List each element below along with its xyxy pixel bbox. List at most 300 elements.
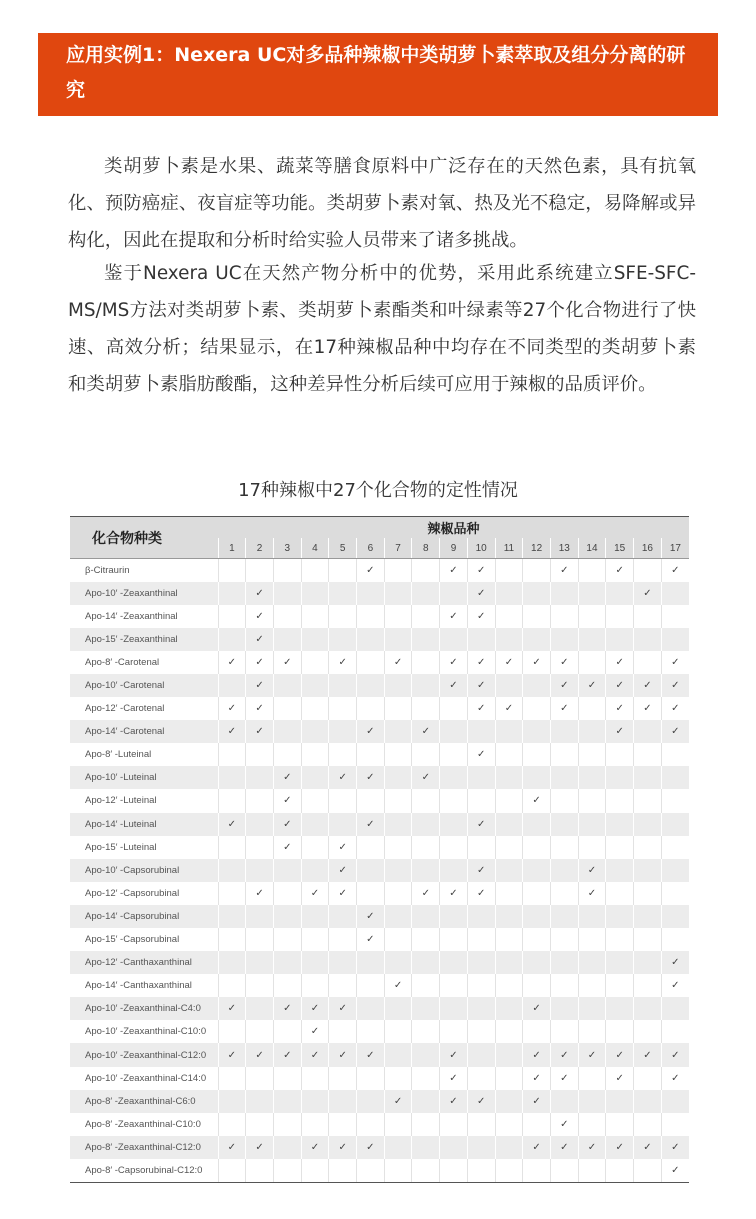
empty-cell bbox=[357, 789, 385, 812]
empty-cell bbox=[246, 1090, 274, 1113]
empty-cell bbox=[634, 997, 662, 1020]
empty-cell bbox=[606, 997, 634, 1020]
empty-cell bbox=[329, 813, 357, 836]
empty-cell bbox=[384, 582, 412, 605]
empty-cell bbox=[301, 859, 329, 882]
check-mark: ✓ bbox=[523, 1067, 551, 1090]
empty-cell bbox=[384, 674, 412, 697]
empty-cell bbox=[218, 836, 246, 859]
empty-cell bbox=[440, 905, 468, 928]
empty-cell bbox=[218, 1159, 246, 1182]
empty-cell bbox=[384, 859, 412, 882]
table-row bbox=[70, 1043, 689, 1066]
check-mark: ✓ bbox=[661, 651, 689, 674]
empty-cell bbox=[273, 582, 301, 605]
empty-cell bbox=[440, 1136, 468, 1159]
empty-cell bbox=[412, 974, 440, 997]
empty-cell bbox=[301, 628, 329, 651]
empty-cell bbox=[301, 674, 329, 697]
variety-number: 6 bbox=[357, 538, 385, 559]
empty-cell bbox=[329, 720, 357, 743]
empty-cell bbox=[661, 628, 689, 651]
compound-name: Apo-8′ -Luteinal bbox=[70, 743, 218, 766]
empty-cell bbox=[550, 882, 578, 905]
compound-name: Apo-12′ -Canthaxanthinal bbox=[70, 951, 218, 974]
empty-cell bbox=[246, 743, 274, 766]
check-mark: ✓ bbox=[495, 697, 523, 720]
empty-cell bbox=[550, 905, 578, 928]
empty-cell bbox=[329, 974, 357, 997]
empty-cell bbox=[467, 1043, 495, 1066]
empty-cell bbox=[412, 859, 440, 882]
check-mark: ✓ bbox=[440, 1043, 468, 1066]
empty-cell bbox=[495, 905, 523, 928]
empty-cell bbox=[218, 1090, 246, 1113]
empty-cell bbox=[578, 1113, 606, 1136]
empty-cell bbox=[218, 951, 246, 974]
table-row bbox=[70, 582, 689, 605]
check-mark: ✓ bbox=[329, 997, 357, 1020]
compound-name: Apo-10′ -Capsorubinal bbox=[70, 859, 218, 882]
check-mark: ✓ bbox=[218, 697, 246, 720]
empty-cell bbox=[357, 651, 385, 674]
empty-cell bbox=[412, 997, 440, 1020]
empty-cell bbox=[301, 720, 329, 743]
table-row bbox=[70, 1090, 689, 1113]
empty-cell bbox=[357, 582, 385, 605]
compound-name: β-Citraurin bbox=[70, 559, 218, 582]
empty-cell bbox=[440, 859, 468, 882]
empty-cell bbox=[578, 651, 606, 674]
empty-cell bbox=[412, 697, 440, 720]
check-mark: ✓ bbox=[661, 974, 689, 997]
empty-cell bbox=[661, 1113, 689, 1136]
empty-cell bbox=[440, 697, 468, 720]
empty-cell bbox=[578, 628, 606, 651]
variety-number: 12 bbox=[523, 538, 551, 559]
check-mark: ✓ bbox=[467, 605, 495, 628]
empty-cell bbox=[301, 1159, 329, 1182]
empty-cell bbox=[412, 1020, 440, 1043]
variety-number: 11 bbox=[495, 538, 523, 559]
empty-cell bbox=[273, 951, 301, 974]
empty-cell bbox=[357, 1113, 385, 1136]
check-mark: ✓ bbox=[329, 836, 357, 859]
empty-cell bbox=[634, 813, 662, 836]
check-mark: ✓ bbox=[550, 1136, 578, 1159]
empty-cell bbox=[634, 928, 662, 951]
empty-cell bbox=[634, 720, 662, 743]
empty-cell bbox=[384, 789, 412, 812]
empty-cell bbox=[578, 605, 606, 628]
empty-cell bbox=[523, 974, 551, 997]
empty-cell bbox=[495, 582, 523, 605]
empty-cell bbox=[384, 720, 412, 743]
empty-cell bbox=[550, 743, 578, 766]
empty-cell bbox=[301, 836, 329, 859]
empty-cell bbox=[218, 1113, 246, 1136]
empty-cell bbox=[273, 1020, 301, 1043]
empty-cell bbox=[606, 1020, 634, 1043]
empty-cell bbox=[357, 997, 385, 1020]
check-mark: ✓ bbox=[661, 1159, 689, 1182]
empty-cell bbox=[412, 836, 440, 859]
variety-number: 2 bbox=[246, 538, 274, 559]
empty-cell bbox=[606, 743, 634, 766]
empty-cell bbox=[301, 743, 329, 766]
empty-cell bbox=[246, 974, 274, 997]
check-mark: ✓ bbox=[218, 720, 246, 743]
empty-cell bbox=[661, 813, 689, 836]
empty-cell bbox=[606, 859, 634, 882]
empty-cell bbox=[578, 1067, 606, 1090]
check-mark: ✓ bbox=[412, 766, 440, 789]
empty-cell bbox=[467, 1020, 495, 1043]
empty-cell bbox=[606, 974, 634, 997]
check-mark: ✓ bbox=[246, 674, 274, 697]
empty-cell bbox=[412, 605, 440, 628]
table-row bbox=[70, 997, 689, 1020]
empty-cell bbox=[218, 559, 246, 582]
variety-number: 5 bbox=[329, 538, 357, 559]
empty-cell bbox=[495, 928, 523, 951]
check-mark: ✓ bbox=[357, 766, 385, 789]
empty-cell bbox=[273, 1113, 301, 1136]
compound-name: Apo-15′ -Zeaxanthinal bbox=[70, 628, 218, 651]
empty-cell bbox=[357, 697, 385, 720]
check-mark: ✓ bbox=[661, 1136, 689, 1159]
check-mark: ✓ bbox=[467, 582, 495, 605]
empty-cell bbox=[412, 651, 440, 674]
empty-cell bbox=[523, 559, 551, 582]
empty-cell bbox=[634, 628, 662, 651]
empty-cell bbox=[357, 674, 385, 697]
empty-cell bbox=[412, 1136, 440, 1159]
empty-cell bbox=[523, 836, 551, 859]
check-mark: ✓ bbox=[661, 951, 689, 974]
check-mark: ✓ bbox=[661, 720, 689, 743]
check-mark: ✓ bbox=[357, 559, 385, 582]
empty-cell bbox=[412, 1113, 440, 1136]
empty-cell bbox=[301, 1113, 329, 1136]
check-mark: ✓ bbox=[301, 1136, 329, 1159]
empty-cell bbox=[384, 559, 412, 582]
empty-cell bbox=[495, 882, 523, 905]
empty-cell bbox=[440, 1159, 468, 1182]
check-mark: ✓ bbox=[606, 559, 634, 582]
variety-number: 4 bbox=[301, 538, 329, 559]
empty-cell bbox=[357, 951, 385, 974]
table-row bbox=[70, 628, 689, 651]
check-mark: ✓ bbox=[578, 882, 606, 905]
table-title: 17种辣椒中27个化合物的定性情况 bbox=[238, 480, 518, 501]
empty-cell bbox=[634, 882, 662, 905]
compound-name: Apo-8′ -Carotenal bbox=[70, 651, 218, 674]
empty-cell bbox=[606, 882, 634, 905]
empty-cell bbox=[218, 766, 246, 789]
empty-cell bbox=[384, 905, 412, 928]
empty-cell bbox=[606, 1090, 634, 1113]
empty-cell bbox=[606, 582, 634, 605]
check-mark: ✓ bbox=[357, 905, 385, 928]
check-mark: ✓ bbox=[384, 651, 412, 674]
empty-cell bbox=[523, 766, 551, 789]
empty-cell bbox=[578, 905, 606, 928]
check-mark: ✓ bbox=[218, 997, 246, 1020]
empty-cell bbox=[273, 1067, 301, 1090]
check-mark: ✓ bbox=[523, 1136, 551, 1159]
empty-cell bbox=[384, 1159, 412, 1182]
empty-cell bbox=[634, 605, 662, 628]
empty-cell bbox=[495, 859, 523, 882]
empty-cell bbox=[606, 605, 634, 628]
empty-cell bbox=[218, 882, 246, 905]
empty-cell bbox=[440, 836, 468, 859]
empty-cell bbox=[384, 951, 412, 974]
empty-cell bbox=[301, 813, 329, 836]
empty-cell bbox=[246, 836, 274, 859]
check-mark: ✓ bbox=[634, 697, 662, 720]
compound-name: Apo-10′ -Zeaxanthinal-C4:0 bbox=[70, 997, 218, 1020]
check-mark: ✓ bbox=[218, 813, 246, 836]
empty-cell bbox=[301, 766, 329, 789]
empty-cell bbox=[218, 789, 246, 812]
empty-cell bbox=[246, 905, 274, 928]
empty-cell bbox=[634, 905, 662, 928]
check-mark: ✓ bbox=[606, 674, 634, 697]
empty-cell bbox=[661, 743, 689, 766]
variety-number: 10 bbox=[467, 538, 495, 559]
empty-cell bbox=[634, 1159, 662, 1182]
empty-cell bbox=[661, 789, 689, 812]
compound-name: Apo-14′ -Carotenal bbox=[70, 720, 218, 743]
empty-cell bbox=[218, 582, 246, 605]
table-row bbox=[70, 882, 689, 905]
empty-cell bbox=[495, 836, 523, 859]
section-title: 应用实例1：Nexera UC对多品种辣椒中类胡萝卜素萃取及组分分离的研究 bbox=[66, 44, 686, 101]
empty-cell bbox=[523, 720, 551, 743]
empty-cell bbox=[550, 974, 578, 997]
empty-cell bbox=[467, 1067, 495, 1090]
empty-cell bbox=[329, 743, 357, 766]
section-title-banner bbox=[38, 33, 718, 116]
compound-name: Apo-10′ -Luteinal bbox=[70, 766, 218, 789]
empty-cell bbox=[246, 813, 274, 836]
empty-cell bbox=[661, 766, 689, 789]
check-mark: ✓ bbox=[440, 605, 468, 628]
empty-cell bbox=[246, 997, 274, 1020]
empty-cell bbox=[440, 1113, 468, 1136]
variety-number: 1 bbox=[218, 538, 246, 559]
compound-name: Apo-14′ -Capsorubinal bbox=[70, 905, 218, 928]
table-row bbox=[70, 905, 689, 928]
empty-cell bbox=[661, 882, 689, 905]
empty-cell bbox=[357, 836, 385, 859]
empty-cell bbox=[440, 928, 468, 951]
compound-name: Apo-10′ -Zeaxanthinal bbox=[70, 582, 218, 605]
check-mark: ✓ bbox=[440, 674, 468, 697]
empty-cell bbox=[661, 605, 689, 628]
empty-cell bbox=[495, 974, 523, 997]
empty-cell bbox=[634, 974, 662, 997]
empty-cell bbox=[550, 720, 578, 743]
check-mark: ✓ bbox=[246, 1136, 274, 1159]
check-mark: ✓ bbox=[440, 1090, 468, 1113]
empty-cell bbox=[273, 697, 301, 720]
empty-cell bbox=[412, 928, 440, 951]
empty-cell bbox=[467, 720, 495, 743]
check-mark: ✓ bbox=[273, 997, 301, 1020]
intro-paragraph: 类胡萝卜素是水果、蔬菜等膳食原料中广泛存在的天然色素，具有抗氧化、预防癌症、夜盲症等功能。类胡萝卜素对氧、热及光不稳定，易降解或异构化，因此在提取和分析时给实验人员带来了诸多挑战。 bbox=[68, 156, 696, 251]
table-row bbox=[70, 720, 689, 743]
empty-cell bbox=[218, 905, 246, 928]
check-mark: ✓ bbox=[467, 651, 495, 674]
empty-cell bbox=[357, 974, 385, 997]
empty-cell bbox=[467, 997, 495, 1020]
empty-cell bbox=[523, 1113, 551, 1136]
empty-cell bbox=[384, 1067, 412, 1090]
check-mark: ✓ bbox=[523, 651, 551, 674]
empty-cell bbox=[412, 559, 440, 582]
empty-cell bbox=[578, 997, 606, 1020]
empty-cell bbox=[495, 720, 523, 743]
check-mark: ✓ bbox=[273, 766, 301, 789]
empty-cell bbox=[301, 1067, 329, 1090]
empty-cell bbox=[329, 1020, 357, 1043]
check-mark: ✓ bbox=[329, 651, 357, 674]
empty-cell bbox=[634, 859, 662, 882]
empty-cell bbox=[301, 905, 329, 928]
empty-cell bbox=[578, 974, 606, 997]
empty-cell bbox=[329, 674, 357, 697]
compound-name: Apo-8′ -Capsorubinal-C12:0 bbox=[70, 1159, 218, 1182]
empty-cell bbox=[384, 1043, 412, 1066]
empty-cell bbox=[218, 605, 246, 628]
empty-cell bbox=[467, 974, 495, 997]
empty-cell bbox=[412, 1159, 440, 1182]
check-mark: ✓ bbox=[634, 1043, 662, 1066]
check-mark: ✓ bbox=[550, 1043, 578, 1066]
method-paragraph: 鉴于Nexera UC在天然产物分析中的优势，采用此系统建立SFE-SFC-MS/MS方法对类胡萝卜素、类胡萝卜素酯类和叶绿素等27个化合物进行了快速、高效分析；结果显示，在17种辣椒品种中均存在不同类型的类胡萝卜素和类胡萝卜素脂肪酸酯，这种差异性分析后续可应用于辣椒的品质评价。 bbox=[68, 263, 696, 395]
empty-cell bbox=[273, 628, 301, 651]
empty-cell bbox=[578, 836, 606, 859]
empty-cell bbox=[523, 928, 551, 951]
empty-cell bbox=[384, 813, 412, 836]
empty-cell bbox=[357, 1067, 385, 1090]
empty-cell bbox=[467, 766, 495, 789]
check-mark: ✓ bbox=[246, 628, 274, 651]
empty-cell bbox=[578, 813, 606, 836]
check-mark: ✓ bbox=[661, 674, 689, 697]
empty-cell bbox=[384, 766, 412, 789]
empty-cell bbox=[467, 928, 495, 951]
empty-cell bbox=[218, 859, 246, 882]
check-mark: ✓ bbox=[606, 651, 634, 674]
empty-cell bbox=[412, 789, 440, 812]
empty-cell bbox=[578, 1159, 606, 1182]
empty-cell bbox=[329, 628, 357, 651]
empty-cell bbox=[412, 582, 440, 605]
empty-cell bbox=[246, 1067, 274, 1090]
empty-cell bbox=[440, 743, 468, 766]
empty-cell bbox=[606, 951, 634, 974]
check-mark: ✓ bbox=[301, 882, 329, 905]
empty-cell bbox=[661, 997, 689, 1020]
empty-cell bbox=[329, 928, 357, 951]
empty-cell bbox=[301, 1090, 329, 1113]
empty-cell bbox=[578, 559, 606, 582]
empty-cell bbox=[467, 905, 495, 928]
compound-name: Apo-10′ -Carotenal bbox=[70, 674, 218, 697]
check-mark: ✓ bbox=[329, 859, 357, 882]
empty-cell bbox=[384, 628, 412, 651]
check-mark: ✓ bbox=[246, 605, 274, 628]
check-mark: ✓ bbox=[246, 882, 274, 905]
empty-cell bbox=[634, 743, 662, 766]
table-row bbox=[70, 697, 689, 720]
empty-cell bbox=[329, 582, 357, 605]
table-row bbox=[70, 674, 689, 697]
empty-cell bbox=[495, 813, 523, 836]
empty-cell bbox=[412, 674, 440, 697]
table-row bbox=[70, 559, 689, 582]
empty-cell bbox=[495, 674, 523, 697]
empty-cell bbox=[218, 743, 246, 766]
empty-cell bbox=[495, 766, 523, 789]
empty-cell bbox=[329, 1113, 357, 1136]
empty-cell bbox=[578, 582, 606, 605]
check-mark: ✓ bbox=[550, 1067, 578, 1090]
empty-cell bbox=[495, 789, 523, 812]
check-mark: ✓ bbox=[246, 582, 274, 605]
check-mark: ✓ bbox=[301, 997, 329, 1020]
empty-cell bbox=[495, 628, 523, 651]
check-mark: ✓ bbox=[412, 720, 440, 743]
empty-cell bbox=[384, 928, 412, 951]
empty-cell bbox=[301, 974, 329, 997]
check-mark: ✓ bbox=[329, 1136, 357, 1159]
table-row bbox=[70, 605, 689, 628]
check-mark: ✓ bbox=[246, 1043, 274, 1066]
empty-cell bbox=[440, 628, 468, 651]
empty-cell bbox=[550, 1020, 578, 1043]
check-mark: ✓ bbox=[467, 559, 495, 582]
check-mark: ✓ bbox=[218, 651, 246, 674]
empty-cell bbox=[634, 1067, 662, 1090]
empty-cell bbox=[412, 905, 440, 928]
empty-cell bbox=[578, 697, 606, 720]
check-mark: ✓ bbox=[246, 697, 274, 720]
empty-cell bbox=[357, 1159, 385, 1182]
variety-number: 9 bbox=[440, 538, 468, 559]
empty-cell bbox=[523, 697, 551, 720]
empty-cell bbox=[634, 1113, 662, 1136]
check-mark: ✓ bbox=[578, 674, 606, 697]
empty-cell bbox=[412, 1043, 440, 1066]
check-mark: ✓ bbox=[273, 789, 301, 812]
empty-cell bbox=[384, 997, 412, 1020]
check-mark: ✓ bbox=[467, 697, 495, 720]
empty-cell bbox=[550, 605, 578, 628]
compound-name: Apo-15′ -Capsorubinal bbox=[70, 928, 218, 951]
check-mark: ✓ bbox=[218, 1136, 246, 1159]
empty-cell bbox=[634, 651, 662, 674]
empty-cell bbox=[495, 1043, 523, 1066]
empty-cell bbox=[661, 1090, 689, 1113]
check-mark: ✓ bbox=[467, 882, 495, 905]
empty-cell bbox=[329, 905, 357, 928]
compound-column-header: 化合物种类 bbox=[70, 517, 218, 559]
